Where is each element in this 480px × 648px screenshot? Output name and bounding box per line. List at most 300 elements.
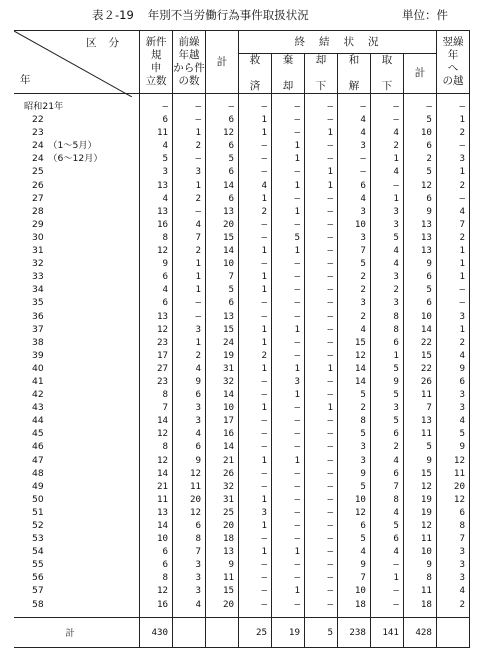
value-cell: 11: [140, 493, 173, 506]
year-cell: 22: [14, 113, 140, 126]
value-cell: 6: [403, 139, 436, 152]
value-cell: 1: [272, 152, 305, 165]
value-cell: —: [305, 231, 338, 244]
value-cell: —: [239, 165, 272, 178]
value-cell: 12: [337, 349, 370, 362]
value-cell: 2: [370, 139, 403, 152]
value-cell: 20: [436, 480, 469, 493]
value-cell: 1: [239, 192, 272, 205]
value-cell: 12: [140, 427, 173, 440]
value-cell: 20: [206, 519, 239, 532]
value-cell: —: [173, 296, 206, 309]
value-cell: 12: [173, 506, 206, 519]
value-cell: —: [239, 427, 272, 440]
value-cell: 9: [337, 558, 370, 571]
value-cell: 19: [206, 349, 239, 362]
value-cell: —: [305, 571, 338, 584]
value-cell: 13: [403, 218, 436, 231]
value-cell: —: [239, 296, 272, 309]
value-cell: 1: [305, 179, 338, 192]
value-cell: 19: [403, 506, 436, 519]
value-cell: 6: [436, 375, 469, 388]
value-cell: 1: [436, 257, 469, 270]
value-cell: 1: [305, 165, 338, 178]
value-cell: 1: [239, 545, 272, 558]
value-cell: 7: [337, 571, 370, 584]
value-cell: 9: [403, 558, 436, 571]
value-cell: 1: [370, 192, 403, 205]
value-cell: —: [239, 598, 272, 618]
value-cell: —: [239, 467, 272, 480]
value-cell: —: [272, 257, 305, 270]
total-row: [14, 617, 470, 647]
value-cell: —: [403, 94, 436, 114]
table-row: [14, 323, 470, 336]
value-cell: 3: [272, 375, 305, 388]
value-cell: —: [272, 126, 305, 139]
year-cell: 30: [14, 231, 140, 244]
value-cell: 3: [370, 296, 403, 309]
value-cell: 9: [173, 375, 206, 388]
header-settled: 和 解: [337, 54, 370, 94]
value-cell: 12: [140, 244, 173, 257]
value-cell: 3: [436, 310, 469, 323]
table-row: [14, 598, 470, 618]
table-row: [14, 414, 470, 427]
value-cell: 5: [206, 283, 239, 296]
value-cell: 14: [337, 362, 370, 375]
value-cell: 5: [403, 440, 436, 453]
value-cell: 1: [239, 362, 272, 375]
value-cell: —: [305, 152, 338, 165]
value-cell: 2: [239, 205, 272, 218]
value-cell: —: [173, 113, 206, 126]
value-cell: 6: [206, 192, 239, 205]
value-cell: 7: [370, 480, 403, 493]
value-cell: —: [370, 94, 403, 114]
value-cell: 4: [173, 362, 206, 375]
value-cell: 6: [370, 467, 403, 480]
year-cell: 24 （6～12月）: [14, 152, 140, 165]
value-cell: 1: [239, 323, 272, 336]
total-cell: 19: [272, 617, 305, 647]
value-cell: —: [305, 480, 338, 493]
unit-label: 単位：件: [402, 8, 448, 22]
value-cell: 21: [140, 480, 173, 493]
value-cell: 13: [206, 545, 239, 558]
value-cell: 32: [206, 375, 239, 388]
value-cell: 8: [436, 519, 469, 532]
value-cell: —: [272, 440, 305, 453]
table-row: [14, 454, 470, 467]
value-cell: 20: [206, 218, 239, 231]
total-cell: 428: [403, 617, 436, 647]
value-cell: 11: [140, 126, 173, 139]
value-cell: 12: [436, 493, 469, 506]
value-cell: 3: [337, 139, 370, 152]
year-cell: 31: [14, 244, 140, 257]
value-cell: —: [337, 152, 370, 165]
year-cell: 33: [14, 270, 140, 283]
value-cell: 2: [436, 126, 469, 139]
value-cell: 3: [173, 165, 206, 178]
value-cell: 2: [239, 349, 272, 362]
table-number: 表２-19: [92, 8, 134, 22]
value-cell: —: [272, 519, 305, 532]
value-cell: 1: [239, 454, 272, 467]
table-row: [14, 440, 470, 453]
year-cell: 40: [14, 362, 140, 375]
value-cell: —: [305, 205, 338, 218]
table-title-text: 年別不当労働行為事件取扱状況: [147, 8, 309, 22]
value-cell: —: [305, 244, 338, 257]
value-cell: 7: [206, 270, 239, 283]
value-cell: 5: [140, 152, 173, 165]
year-cell: 26: [14, 179, 140, 192]
year-cell: 58: [14, 598, 140, 618]
value-cell: —: [305, 598, 338, 618]
header-concluded: 終結状況: [239, 31, 437, 54]
value-cell: 2: [173, 349, 206, 362]
corner-header: [14, 31, 140, 94]
value-cell: —: [239, 94, 272, 114]
table-row: [14, 427, 470, 440]
table-row: [14, 467, 470, 480]
value-cell: 11: [206, 571, 239, 584]
value-cell: —: [272, 113, 305, 126]
value-cell: 11: [403, 584, 436, 597]
value-cell: 6: [140, 270, 173, 283]
value-cell: 1: [272, 454, 305, 467]
value-cell: —: [272, 192, 305, 205]
value-cell: —: [305, 414, 338, 427]
value-cell: 9: [403, 205, 436, 218]
table-row: [14, 375, 470, 388]
value-cell: 1: [370, 349, 403, 362]
value-cell: —: [272, 467, 305, 480]
value-cell: 8: [173, 532, 206, 545]
value-cell: 3: [337, 440, 370, 453]
year-cell: 49: [14, 480, 140, 493]
value-cell: 18: [206, 532, 239, 545]
value-cell: —: [305, 427, 338, 440]
value-cell: —: [173, 94, 206, 114]
value-cell: 2: [403, 152, 436, 165]
value-cell: —: [272, 349, 305, 362]
value-cell: 18: [337, 598, 370, 618]
value-cell: 4: [436, 414, 469, 427]
value-cell: 3: [436, 545, 469, 558]
value-cell: 4: [370, 126, 403, 139]
value-cell: 1: [436, 244, 469, 257]
value-cell: 5: [370, 231, 403, 244]
value-cell: 9: [337, 467, 370, 480]
table-body: [14, 94, 470, 618]
value-cell: —: [305, 323, 338, 336]
value-cell: 3: [370, 270, 403, 283]
value-cell: 5: [272, 231, 305, 244]
value-cell: —: [305, 375, 338, 388]
value-cell: 4: [436, 584, 469, 597]
value-cell: 2: [173, 139, 206, 152]
value-cell: —: [305, 349, 338, 362]
year-cell: 昭和21年: [14, 94, 140, 114]
table-row: [14, 139, 470, 152]
value-cell: 7: [173, 231, 206, 244]
value-cell: 10: [403, 310, 436, 323]
value-cell: 2: [337, 401, 370, 414]
value-cell: 4: [370, 454, 403, 467]
value-cell: 21: [206, 454, 239, 467]
value-cell: 3: [436, 152, 469, 165]
value-cell: 5: [337, 257, 370, 270]
value-cell: 5: [370, 414, 403, 427]
value-cell: 6: [140, 545, 173, 558]
value-cell: 6: [140, 113, 173, 126]
value-cell: 2: [337, 310, 370, 323]
value-cell: 3: [436, 558, 469, 571]
value-cell: —: [305, 113, 338, 126]
value-cell: 12: [403, 179, 436, 192]
total-cell: 25: [239, 617, 272, 647]
value-cell: 5: [370, 388, 403, 401]
value-cell: 31: [206, 493, 239, 506]
value-cell: 18: [403, 598, 436, 618]
value-cell: 4: [436, 205, 469, 218]
value-cell: 23: [140, 375, 173, 388]
value-cell: —: [272, 414, 305, 427]
value-cell: 2: [173, 192, 206, 205]
value-cell: 2: [436, 179, 469, 192]
value-cell: 17: [206, 414, 239, 427]
value-cell: 14: [206, 440, 239, 453]
value-cell: 6: [173, 388, 206, 401]
value-cell: 6: [370, 532, 403, 545]
value-cell: 4: [337, 192, 370, 205]
value-cell: 1: [239, 270, 272, 283]
value-cell: 6: [370, 336, 403, 349]
table-row: [14, 336, 470, 349]
value-cell: 27: [140, 362, 173, 375]
value-cell: 8: [140, 571, 173, 584]
value-cell: 14: [206, 244, 239, 257]
value-cell: 6: [206, 165, 239, 178]
value-cell: 13: [140, 506, 173, 519]
year-cell: 43: [14, 401, 140, 414]
value-cell: 1: [173, 270, 206, 283]
year-cell: 53: [14, 532, 140, 545]
value-cell: —: [140, 94, 173, 114]
total-cell: 238: [337, 617, 370, 647]
value-cell: 6: [206, 139, 239, 152]
value-cell: 25: [206, 506, 239, 519]
year-cell: 46: [14, 440, 140, 453]
value-cell: 8: [370, 323, 403, 336]
value-cell: 3: [337, 296, 370, 309]
header-new: 新件 規 申 立数: [140, 31, 173, 94]
value-cell: 6: [403, 270, 436, 283]
value-cell: 6: [173, 440, 206, 453]
value-cell: 1: [272, 205, 305, 218]
value-cell: 4: [337, 113, 370, 126]
table-row: [14, 126, 470, 139]
value-cell: 22: [403, 336, 436, 349]
value-cell: 12: [140, 323, 173, 336]
value-cell: 20: [173, 493, 206, 506]
value-cell: 15: [403, 467, 436, 480]
value-cell: 6: [337, 519, 370, 532]
value-cell: 12: [403, 480, 436, 493]
value-cell: 24: [206, 336, 239, 349]
value-cell: —: [305, 94, 338, 114]
value-cell: —: [239, 440, 272, 453]
value-cell: 11: [173, 480, 206, 493]
table-row: [14, 519, 470, 532]
value-cell: —: [272, 283, 305, 296]
value-cell: 14: [206, 388, 239, 401]
value-cell: 1: [173, 179, 206, 192]
value-cell: 3: [173, 584, 206, 597]
value-cell: 12: [173, 467, 206, 480]
year-cell: 47: [14, 454, 140, 467]
table-row: [14, 349, 470, 362]
value-cell: 4: [370, 244, 403, 257]
value-cell: 1: [305, 401, 338, 414]
value-cell: 9: [436, 440, 469, 453]
total-cell: 5: [305, 617, 338, 647]
value-cell: 4: [140, 283, 173, 296]
value-cell: 8: [370, 493, 403, 506]
value-cell: 5: [337, 480, 370, 493]
value-cell: 15: [206, 584, 239, 597]
value-cell: 10: [140, 532, 173, 545]
value-cell: 1: [239, 126, 272, 139]
value-cell: 5: [206, 152, 239, 165]
value-cell: 15: [337, 336, 370, 349]
value-cell: 4: [370, 545, 403, 558]
value-cell: 1: [272, 244, 305, 257]
value-cell: 32: [206, 480, 239, 493]
value-cell: 1: [272, 545, 305, 558]
table-row: [14, 152, 470, 165]
value-cell: 26: [403, 375, 436, 388]
value-cell: 4: [173, 218, 206, 231]
value-cell: —: [272, 493, 305, 506]
value-cell: 6: [140, 296, 173, 309]
value-cell: 10: [403, 545, 436, 558]
value-cell: 16: [140, 598, 173, 618]
value-cell: 22: [403, 362, 436, 375]
value-cell: —: [272, 270, 305, 283]
value-cell: 1: [239, 493, 272, 506]
value-cell: —: [305, 506, 338, 519]
value-cell: —: [272, 296, 305, 309]
year-cell: 25: [14, 165, 140, 178]
table-row: [14, 270, 470, 283]
value-cell: 11: [436, 467, 469, 480]
value-cell: —: [370, 584, 403, 597]
value-cell: 3: [140, 165, 173, 178]
table-row: [14, 362, 470, 375]
value-cell: —: [305, 139, 338, 152]
value-cell: 8: [140, 388, 173, 401]
table-row: [14, 545, 470, 558]
value-cell: 1: [272, 584, 305, 597]
value-cell: —: [239, 218, 272, 231]
value-cell: —: [272, 571, 305, 584]
value-cell: 9: [370, 375, 403, 388]
table-row: [14, 480, 470, 493]
value-cell: 5: [436, 427, 469, 440]
value-cell: —: [337, 94, 370, 114]
value-cell: 5: [403, 165, 436, 178]
year-cell: 52: [14, 519, 140, 532]
value-cell: 6: [173, 519, 206, 532]
corner-top-label: 区分: [86, 37, 132, 49]
table-row: [14, 296, 470, 309]
value-cell: 1: [239, 113, 272, 126]
table-row: [14, 283, 470, 296]
value-cell: —: [272, 310, 305, 323]
year-cell: 28: [14, 205, 140, 218]
value-cell: 6: [337, 179, 370, 192]
value-cell: 13: [403, 414, 436, 427]
value-cell: 13: [403, 244, 436, 257]
value-cell: —: [272, 165, 305, 178]
value-cell: 3: [337, 454, 370, 467]
value-cell: 1: [239, 401, 272, 414]
value-cell: 3: [337, 205, 370, 218]
value-cell: 11: [403, 427, 436, 440]
value-cell: 10: [206, 401, 239, 414]
value-cell: 1: [305, 362, 338, 375]
value-cell: —: [239, 310, 272, 323]
value-cell: 15: [206, 231, 239, 244]
value-cell: —: [337, 165, 370, 178]
value-cell: 5: [403, 283, 436, 296]
value-cell: 23: [140, 336, 173, 349]
table-row: [14, 113, 470, 126]
value-cell: —: [305, 454, 338, 467]
value-cell: 1: [436, 165, 469, 178]
year-cell: 56: [14, 571, 140, 584]
value-cell: 4: [173, 427, 206, 440]
table-row: [14, 532, 470, 545]
value-cell: 1: [436, 113, 469, 126]
value-cell: —: [239, 152, 272, 165]
header-carried-over: 翌繰 年 へ の越: [436, 31, 469, 94]
table-row: [14, 506, 470, 519]
table-row: [14, 244, 470, 257]
header-carried-in: 前繰 年越 から件 の数: [173, 31, 206, 94]
value-cell: —: [272, 401, 305, 414]
value-cell: 2: [370, 283, 403, 296]
value-cell: —: [239, 571, 272, 584]
value-cell: 12: [403, 519, 436, 532]
value-cell: 7: [140, 401, 173, 414]
value-cell: 16: [206, 427, 239, 440]
value-cell: 14: [140, 414, 173, 427]
year-cell: 48: [14, 467, 140, 480]
value-cell: 6: [403, 192, 436, 205]
value-cell: 13: [206, 310, 239, 323]
value-cell: —: [305, 336, 338, 349]
value-cell: —: [272, 598, 305, 618]
value-cell: 6: [206, 113, 239, 126]
value-cell: 3: [370, 401, 403, 414]
year-cell: 45: [14, 427, 140, 440]
value-cell: 8: [370, 310, 403, 323]
